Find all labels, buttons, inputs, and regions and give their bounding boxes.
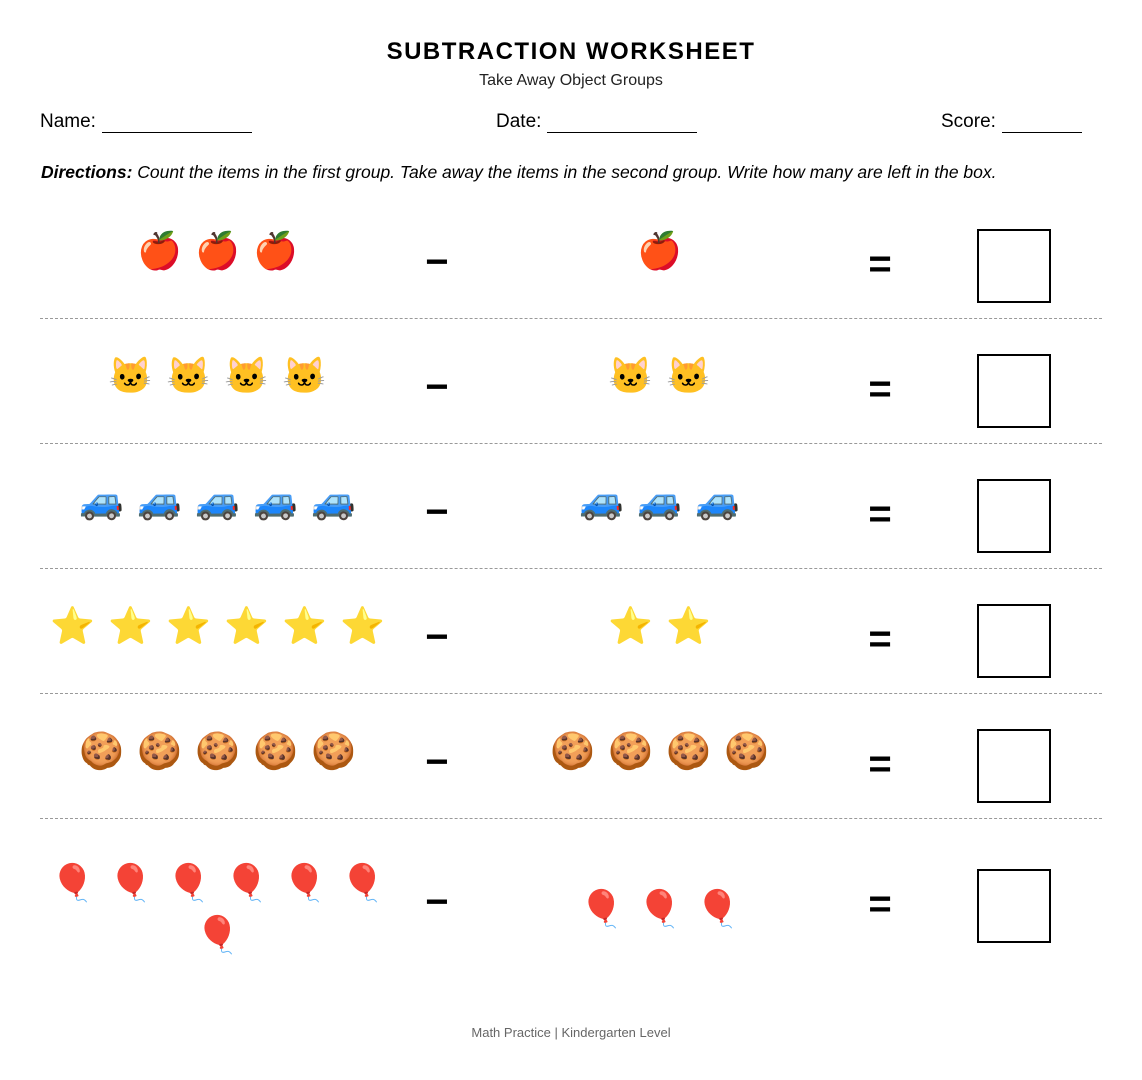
- equals-sign: =: [868, 492, 892, 536]
- car-icon: 🚙: [79, 480, 124, 521]
- star-icon: ⭐: [340, 605, 385, 646]
- balloon-icon: 🎈: [108, 861, 153, 903]
- apple-icon: 🍎: [253, 230, 298, 271]
- directions-label: Directions:: [41, 162, 133, 182]
- apple-icon: 🍎: [137, 230, 182, 271]
- cookie-icon: 🍪: [253, 730, 298, 771]
- minus-sign: −: [425, 615, 449, 659]
- score-blank-line[interactable]: [1002, 115, 1082, 133]
- answer-box[interactable]: [977, 354, 1051, 428]
- car-icon: 🚙: [637, 480, 682, 521]
- problem-row-cat: [40, 319, 1102, 444]
- cookie-icon: 🍪: [550, 730, 595, 771]
- minus-sign: −: [425, 490, 449, 534]
- answer-box[interactable]: [977, 604, 1051, 678]
- car-icon: 🚙: [695, 480, 740, 521]
- answer-box[interactable]: [977, 479, 1051, 553]
- cat-icon: 🐱: [166, 355, 211, 396]
- score-field: [941, 111, 1082, 133]
- apple-icon: 🍎: [637, 230, 682, 271]
- car-icon: 🚙: [311, 480, 356, 521]
- cookie-icon: 🍪: [666, 730, 711, 771]
- answer-box[interactable]: [977, 869, 1051, 943]
- date-field: [496, 111, 697, 133]
- problem-row-car: [40, 444, 1102, 569]
- cookie-icon: 🍪: [79, 730, 124, 771]
- minus-sign: −: [425, 240, 449, 284]
- balloon-icon: 🎈: [637, 887, 682, 929]
- cookie-icon: 🍪: [137, 730, 182, 771]
- minus-sign: −: [425, 740, 449, 784]
- worksheet-title: SUBTRACTION WORKSHEET: [386, 38, 756, 65]
- star-icon: ⭐: [608, 605, 653, 646]
- first-group: [40, 319, 392, 433]
- first-group: [40, 841, 392, 976]
- star-icon: ⭐: [50, 605, 95, 646]
- car-icon: 🚙: [579, 480, 624, 521]
- first-group: [40, 694, 392, 808]
- score-label: Score:: [941, 111, 996, 132]
- first-group: [40, 569, 392, 683]
- apple-icon: 🍎: [195, 230, 240, 271]
- date-blank-line[interactable]: [547, 115, 697, 133]
- problem-row-apple: [40, 194, 1102, 319]
- balloon-icon: 🎈: [166, 861, 211, 903]
- second-group: [506, 444, 810, 558]
- name-field: [40, 111, 252, 133]
- equals-sign: =: [868, 617, 892, 661]
- car-icon: 🚙: [195, 480, 240, 521]
- balloon-icon: 🎈: [224, 861, 269, 903]
- directions: [41, 162, 997, 183]
- answer-box[interactable]: [977, 729, 1051, 803]
- name-label: Name:: [40, 111, 96, 132]
- balloon-icon: 🎈: [195, 913, 240, 955]
- equals-sign: =: [868, 882, 892, 926]
- balloon-icon: 🎈: [695, 887, 740, 929]
- first-group: [40, 194, 392, 308]
- name-blank-line[interactable]: [102, 115, 252, 133]
- equals-sign: =: [868, 242, 892, 286]
- car-icon: 🚙: [253, 480, 298, 521]
- cat-icon: 🐱: [282, 355, 327, 396]
- star-icon: ⭐: [108, 605, 153, 646]
- directions-text: Count the items in the first group. Take away the items in the second group. Write how many are left in the box.: [132, 162, 997, 182]
- second-group: [506, 319, 810, 433]
- cookie-icon: 🍪: [608, 730, 653, 771]
- equals-sign: =: [868, 367, 892, 411]
- star-icon: ⭐: [166, 605, 211, 646]
- cat-icon: 🐱: [224, 355, 269, 396]
- problem-row-cookie: [40, 694, 1102, 819]
- cookie-icon: 🍪: [195, 730, 240, 771]
- minus-sign: −: [425, 880, 449, 924]
- star-icon: ⭐: [224, 605, 269, 646]
- cat-icon: 🐱: [108, 355, 153, 396]
- problem-row-balloon: [40, 819, 1102, 994]
- cat-icon: 🐱: [666, 355, 711, 396]
- footer-text: Math Practice | Kindergarten Level: [471, 1025, 671, 1040]
- second-group: [506, 841, 810, 976]
- date-label: Date:: [496, 111, 542, 132]
- second-group: [506, 194, 810, 308]
- star-icon: ⭐: [282, 605, 327, 646]
- equals-sign: =: [868, 742, 892, 786]
- cat-icon: 🐱: [608, 355, 653, 396]
- problem-row-star: [40, 569, 1102, 694]
- second-group: [506, 694, 810, 808]
- balloon-icon: 🎈: [282, 861, 327, 903]
- second-group: [506, 569, 810, 683]
- cookie-icon: 🍪: [311, 730, 356, 771]
- worksheet-subtitle: Take Away Object Groups: [479, 72, 663, 89]
- balloon-icon: 🎈: [579, 887, 624, 929]
- first-group: [40, 444, 392, 558]
- balloon-icon: 🎈: [340, 861, 385, 903]
- minus-sign: −: [425, 365, 449, 409]
- cookie-icon: 🍪: [724, 730, 769, 771]
- answer-box[interactable]: [977, 229, 1051, 303]
- balloon-icon: 🎈: [50, 861, 95, 903]
- star-icon: ⭐: [666, 605, 711, 646]
- car-icon: 🚙: [137, 480, 182, 521]
